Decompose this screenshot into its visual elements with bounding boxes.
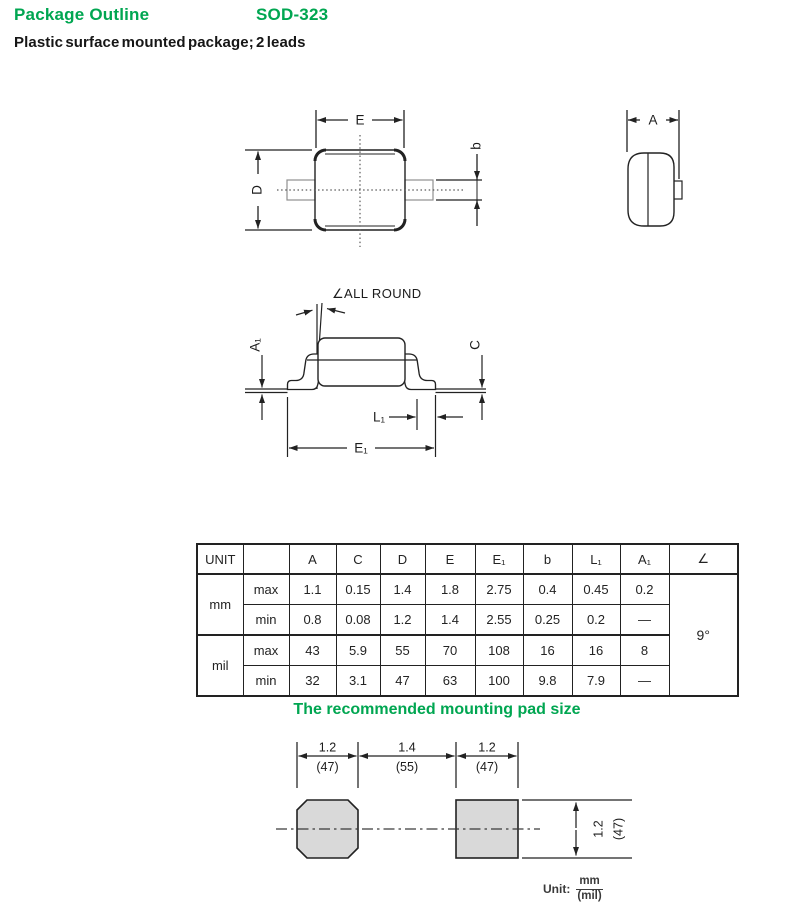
dim-label-a1: A₁ <box>247 338 263 352</box>
dim-label-d: D <box>249 185 265 195</box>
value-cell: 32 <box>289 666 336 697</box>
value-cell: 0.08 <box>336 605 380 636</box>
value-cell: 9.8 <box>523 666 572 697</box>
unit-note-denominator: (mil) <box>577 889 602 902</box>
pad-dim-label: 1.2 <box>478 740 496 755</box>
value-cell: 1.4 <box>380 574 425 605</box>
value-cell: 1.8 <box>425 574 475 605</box>
pad-section-heading: The recommended mounting pad size <box>293 701 581 718</box>
unit-note-numerator: mm <box>576 875 602 890</box>
value-cell: 2.55 <box>475 605 523 636</box>
column-header: E <box>425 544 475 574</box>
column-header-angle: ∠ <box>669 544 738 574</box>
front-view-drawing <box>230 278 520 474</box>
unit-header-cell: UNIT <box>197 544 243 574</box>
value-cell: 47 <box>380 666 425 697</box>
value-cell: 0.45 <box>572 574 620 605</box>
value-cell: 8 <box>620 635 669 666</box>
pad-dim-label: (47) <box>316 760 339 774</box>
value-cell: 0.2 <box>572 605 620 636</box>
value-cell: 5.9 <box>336 635 380 666</box>
bound-header-cell <box>243 544 289 574</box>
value-cell: 16 <box>572 635 620 666</box>
pad-dim-label: (47) <box>475 760 499 774</box>
dim-label-e1: E₁ <box>354 440 368 456</box>
dim-label-e: E <box>355 112 365 128</box>
value-cell: 3.1 <box>336 666 380 697</box>
value-cell: 16 <box>523 635 572 666</box>
pad-dim-label: (47) <box>611 817 626 841</box>
value-cell: 1.1 <box>289 574 336 605</box>
top-view-drawing <box>230 98 510 256</box>
value-cell: 0.8 <box>289 605 336 636</box>
value-cell: 1.4 <box>425 605 475 636</box>
column-header: A₁ <box>620 544 669 574</box>
dim-label-l1: L₁ <box>372 409 386 425</box>
dim-label-c: C <box>467 340 483 350</box>
pad-drawing <box>268 735 638 895</box>
value-cell: 100 <box>475 666 523 697</box>
pad-dim-label: 1.4 <box>398 740 416 755</box>
value-cell: 55 <box>380 635 425 666</box>
value-cell: 0.2 <box>620 574 669 605</box>
value-cell: 2.75 <box>475 574 523 605</box>
value-cell: 1.2 <box>380 605 425 636</box>
value-cell: 108 <box>475 635 523 666</box>
column-header: A <box>289 544 336 574</box>
value-cell: 70 <box>425 635 475 666</box>
bound-cell: max <box>243 574 289 605</box>
value-cell: 7.9 <box>572 666 620 697</box>
package-name: SOD-323 <box>256 5 329 24</box>
package-body <box>318 338 405 386</box>
angle-note-label: ∠ALL ROUND <box>332 286 422 301</box>
bound-cell: max <box>243 635 289 666</box>
dim-label-a: A <box>648 112 658 128</box>
bound-cell: min <box>243 666 289 697</box>
page-title: Package Outline <box>14 5 150 24</box>
pad-dim-label: 1.2 <box>591 820 606 838</box>
value-cell: — <box>620 605 669 636</box>
pad-dim-label: 1.2 <box>318 740 337 755</box>
column-header: L₁ <box>572 544 620 574</box>
value-cell: 43 <box>289 635 336 666</box>
column-header: D <box>380 544 425 574</box>
page-subtitle: Plastic surface mounted package; 2 leads <box>14 34 306 51</box>
unit-cell-mm: mm <box>197 574 243 635</box>
column-header: E₁ <box>475 544 523 574</box>
value-cell: 0.4 <box>523 574 572 605</box>
value-cell: 63 <box>425 666 475 697</box>
dimensions-table <box>196 543 739 697</box>
unit-note-label: Unit: <box>543 882 571 897</box>
pad-dim-label: (55) <box>395 760 419 774</box>
value-cell: — <box>620 666 669 697</box>
value-cell: 0.15 <box>336 574 380 605</box>
unit-cell-mil: mil <box>197 635 243 696</box>
unit-note-fraction <box>576 875 602 904</box>
dim-label-b: b <box>468 142 484 150</box>
angle-value-cell: 9° <box>669 574 738 696</box>
column-header: b <box>523 544 572 574</box>
value-cell: 0.25 <box>523 605 572 636</box>
bound-cell: min <box>243 605 289 636</box>
column-header: C <box>336 544 380 574</box>
side-view-drawing <box>600 98 760 256</box>
unit-note <box>543 875 603 904</box>
